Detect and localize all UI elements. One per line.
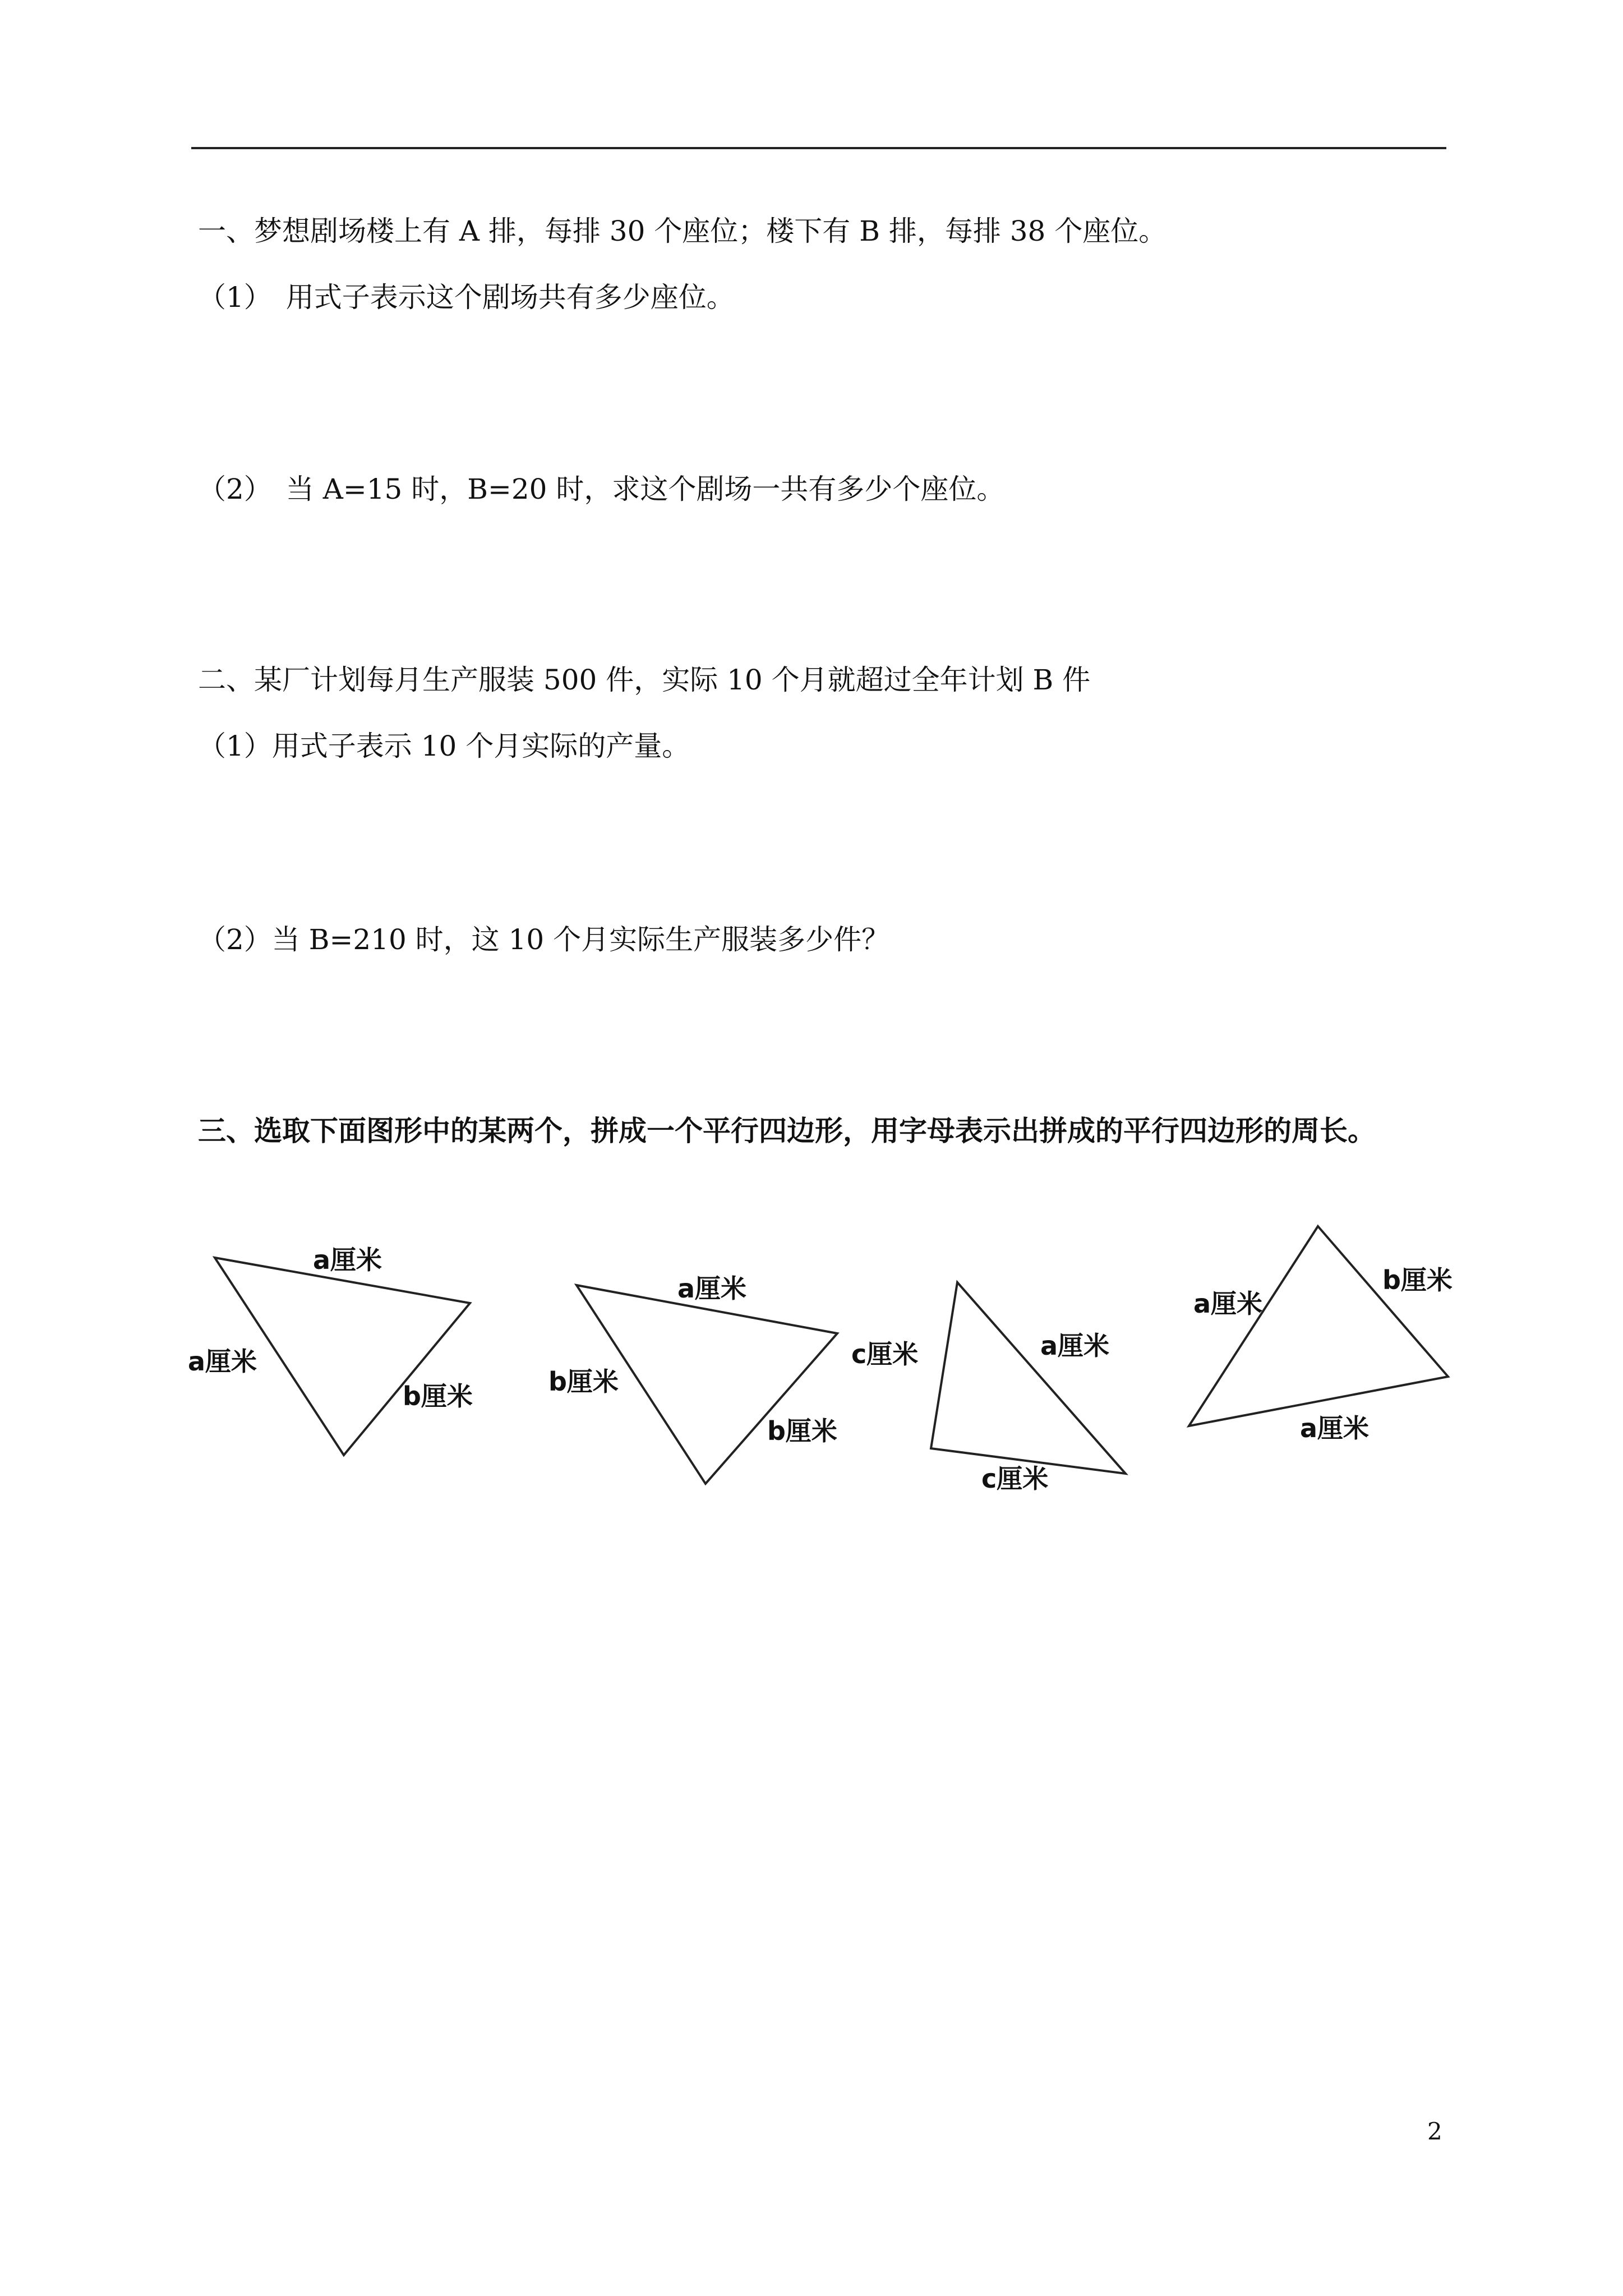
question-1-part-1: （1） 用式子表示这个剧场共有多少座位。 xyxy=(198,281,735,314)
triangle-1-top-label: a厘米 xyxy=(313,1245,382,1275)
question-1-stem: 一、梦想剧场楼上有 A 排，每排 30 个座位；楼下有 B 排，每排 38 个座位。 xyxy=(198,215,1167,247)
triangle-4-bottom-label: a厘米 xyxy=(1300,1413,1370,1443)
question-1-part-2: （2） 当 A=15 时，B=20 时，求这个剧场一共有多少个座位。 xyxy=(198,473,1005,505)
question-2-stem: 二、某厂计划每月生产服装 500 件，实际 10 个月就超过全年计划 B 件 xyxy=(198,664,1091,696)
triangle-1-right-label: b厘米 xyxy=(403,1381,473,1411)
question-2-part-2: （2）当 B=210 时，这 10 个月实际生产服装多少件？ xyxy=(198,923,890,956)
triangle-4-right-label: b厘米 xyxy=(1382,1265,1453,1295)
triangle-2-left-label: b厘米 xyxy=(548,1366,619,1397)
triangle-4 xyxy=(1189,1226,1448,1426)
triangle-2-top-label: a厘米 xyxy=(677,1273,747,1304)
triangle-4-left-label: a厘米 xyxy=(1193,1289,1263,1319)
triangle-3-left-label: c厘米 xyxy=(851,1339,919,1369)
question-3-stem: 三、选取下面图形中的某两个，拼成一个平行四边形，用字母表示出拼成的平行四边形的周长。 xyxy=(198,1114,1376,1147)
triangle-3 xyxy=(931,1282,1126,1474)
triangle-2-right-label: b厘米 xyxy=(767,1416,837,1446)
triangle-3-bottom-label: c厘米 xyxy=(981,1464,1049,1494)
triangle-3-right-label: a厘米 xyxy=(1040,1331,1110,1361)
triangle-1-left-label: a厘米 xyxy=(188,1346,257,1377)
page-number: 2 xyxy=(1427,2118,1442,2145)
question-2-part-1: （1）用式子表示 10 个月实际的产量。 xyxy=(198,730,690,762)
